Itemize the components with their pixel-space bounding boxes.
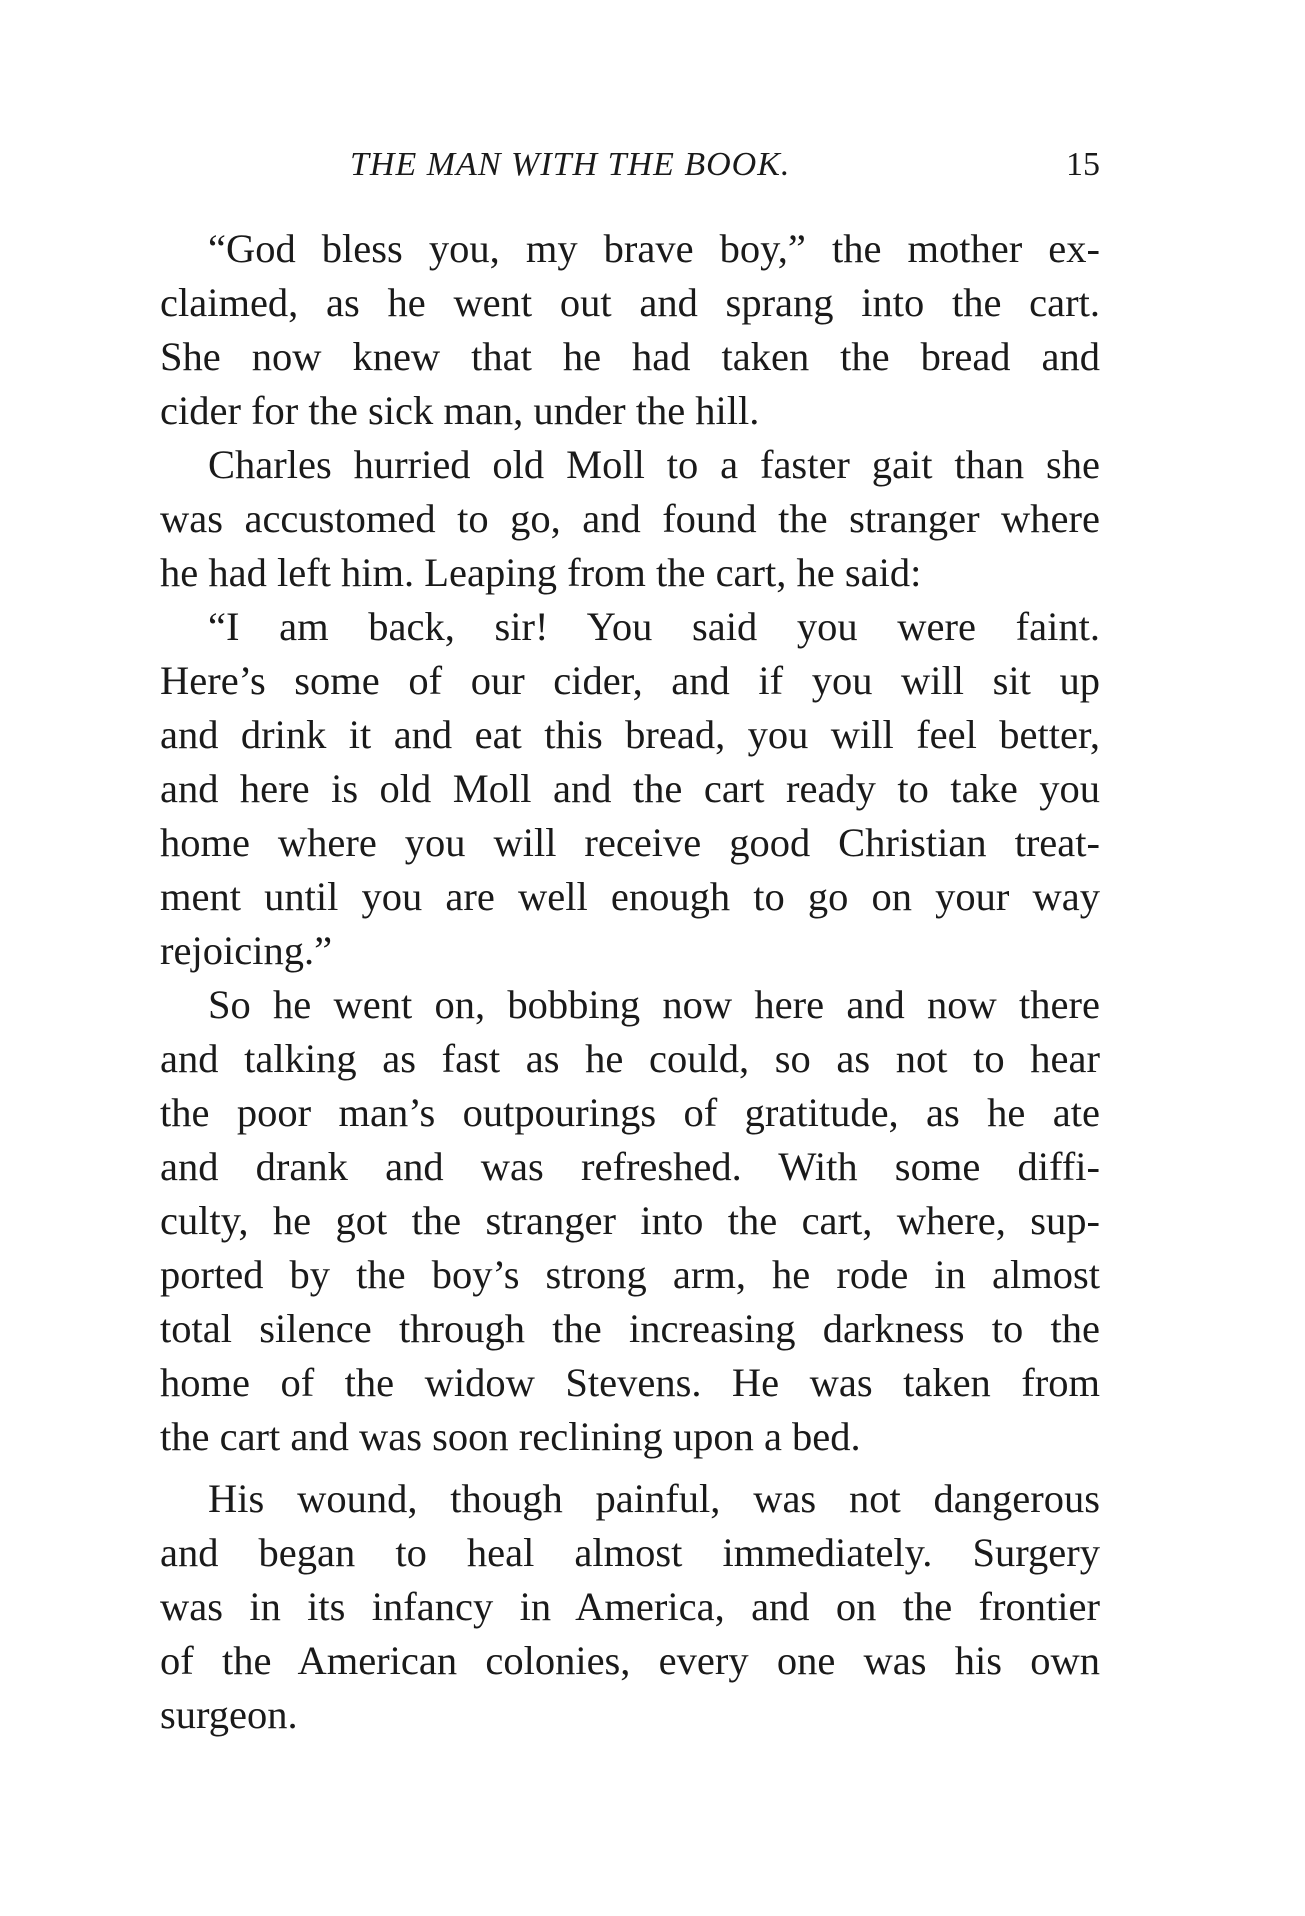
text-line: and drank and was refreshed. With some diffi- — [160, 1144, 1100, 1189]
text-line: ment until you are well enough to go on your way — [160, 874, 1100, 919]
text-line: home of the widow Stevens. He was taken from — [160, 1360, 1100, 1405]
text-line: cider for the sick man, under the hill. — [160, 388, 760, 433]
text-line: Here’s some of our cider, and if you will sit up — [160, 658, 1100, 703]
text-line: “God bless you, my brave boy,” the mother ex- — [208, 226, 1100, 271]
text-line: and talking as fast as he could, so as not to hear — [160, 1036, 1100, 1081]
text-line: and began to heal almost immediately. Surgery — [160, 1530, 1100, 1575]
paragraph — [160, 222, 1100, 438]
text-line: She now knew that he had taken the bread and — [160, 334, 1100, 379]
text-line: So he went on, bobbing now here and now there — [208, 982, 1100, 1027]
text-line: was accustomed to go, and found the stranger where — [160, 496, 1100, 541]
paragraph — [160, 600, 1100, 978]
text-line: culty, he got the stranger into the cart, where, sup- — [160, 1198, 1100, 1243]
running-title: THE MAN WITH THE BOOK. — [350, 146, 791, 183]
text-line: rejoicing.” — [160, 928, 333, 973]
text-line: the poor man’s outpourings of gratitude, as he ate — [160, 1090, 1100, 1135]
text-line: the cart and was soon reclining upon a bed. — [160, 1414, 861, 1459]
text-line: of the American colonies, every one was his own — [160, 1638, 1100, 1683]
text-line: “I am back, sir! You said you were faint. — [208, 604, 1100, 649]
page-number: 15 — [1066, 146, 1100, 183]
text-line: surgeon. — [160, 1692, 298, 1737]
body-text — [160, 222, 1100, 1742]
text-line: he had left him. Leaping from the cart, he said: — [160, 550, 922, 595]
text-line: and here is old Moll and the cart ready to take you — [160, 766, 1100, 811]
text-line: was in its infancy in America, and on the frontier — [160, 1584, 1100, 1629]
text-line: His wound, though painful, was not dangerous — [208, 1476, 1100, 1521]
paragraph — [160, 1472, 1100, 1742]
paragraph — [160, 978, 1100, 1464]
text-line: claimed, as he went out and sprang into the cart. — [160, 280, 1100, 325]
text-line: total silence through the increasing darkness to the — [160, 1306, 1100, 1351]
text-line: and drink it and eat this bread, you will feel better, — [160, 712, 1100, 757]
running-head — [160, 140, 1100, 190]
text-line: Charles hurried old Moll to a faster gait than she — [208, 442, 1100, 487]
text-line: home where you will receive good Christian treat- — [160, 820, 1100, 865]
text-line: ported by the boy’s strong arm, he rode in almost — [160, 1252, 1100, 1297]
paragraph — [160, 438, 1100, 600]
